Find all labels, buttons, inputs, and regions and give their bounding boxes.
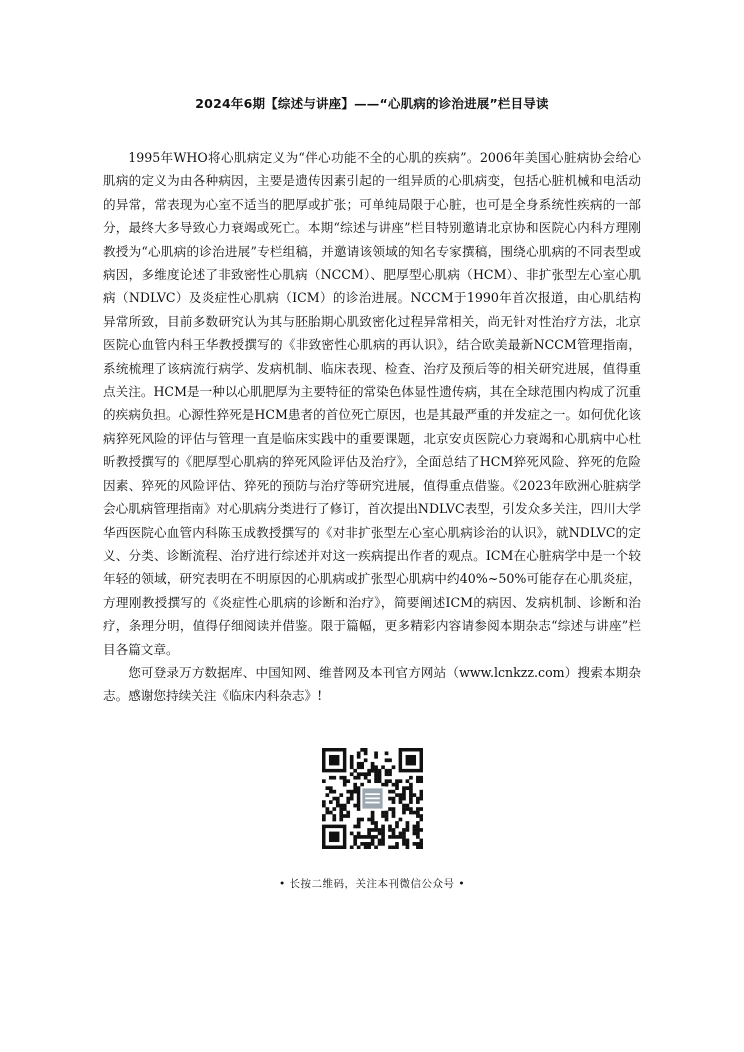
page-title: 2024年6期【综述与讲座】——“心肌病的诊治进展”栏目导读 <box>195 96 549 111</box>
article-body <box>103 146 641 708</box>
intro-paragraph: 1995年WHO将心肌病定义为“伴心功能不全的心肌的疾病”。2006年美国心脏病协会给心肌病的定义为由各种病因，主要是遗传因素引起的一组异质的心肌病变，包括心脏机械和电活动的异常，常表现为心室不适当的肥厚或扩张；可单纯局限于心脏，也可是全身系统性疾病的一部分，最终大多导致心力衰竭或死亡。本期“综述与讲座”栏目特别邀请北京协和医院心内科方理刚教授为“心肌病的诊治进展”专栏组稿，并邀请该领域的知名专家撰稿，围绕心肌病的不同表型或病因，多维度论述了非致密性心肌病（NCCM）、肥厚型心肌病（HCM）、非扩张型左心室心肌病（NDLVC）及炎症性心肌病（ICM）的诊治进展。NCCM于1990年首次报道，由心肌结构异常所致，目前多数研究认为其与胚胎期心肌致密化过程异常相关，尚无针对性治疗方法，北京医院心血管内科王华教授撰写的《非致密性心肌病的再认识》，结合欧美最新NCCM管理指南，系统梳理了该病流行病学、发病机制、临床表现、检查、治疗及预后等的相关研究进展，值得重点关注。HCM是一种以心肌肥厚为主要特征的常染色体显性遗传病，其在全球范围内构成了沉重的疾病负担。心源性猝死是HCM患者的首位死亡原因，也是其最严重的并发症之一。如何优化该病猝死风险的评估与管理一直是临床实践中的重要课题，北京安贞医院心力衰竭和心肌病中心杜昕教授撰写的《肥厚型心肌病的猝死风险评估及治疗》，全面总结了HCM猝死风险、猝死的危险因素、猝死的风险评估、猝死的预防与治疗等研究进展，值得重点借鉴。《2023年欧洲心脏病学会心肌病管理指南》对心肌病分类进行了修订，首次提出NDLVC表型，引发众多关注，四川大学华西医院心血管内科陈玉成教授撰写的《对非扩张型左心室心肌病诊治的认识》，就NDLVC的定义、分类、诊断流程、治疗进行综述并对这一疾病提出作者的观点。ICM在心脏病学中是一个较年轻的领域，研究表明在不明原因的心肌病或扩张型心肌病中约40%~50%可能存在心肌炎症，方理刚教授撰写的《炎症性心肌病的诊断和治疗》，简要阐述ICM的病因、发病机制、诊断和治疗，条理分明，值得仔细阅读并借鉴。限于篇幅，更多精彩内容请参阅本期杂志“综述与讲座”栏目各篇文章。 <box>103 150 641 657</box>
qr-caption: • 长按二维码，关注本刊微信公众号 • <box>278 878 466 890</box>
access-paragraph: 您可登录万方数据库、中国知网、维普网及本刊官方网站（www.lcnkzz.com）搜索本期杂志。感谢您持续关注《临床内科杂志》! <box>103 664 641 704</box>
wechat-qr-code[interactable] <box>322 748 423 849</box>
qr-code-icon <box>322 748 423 849</box>
